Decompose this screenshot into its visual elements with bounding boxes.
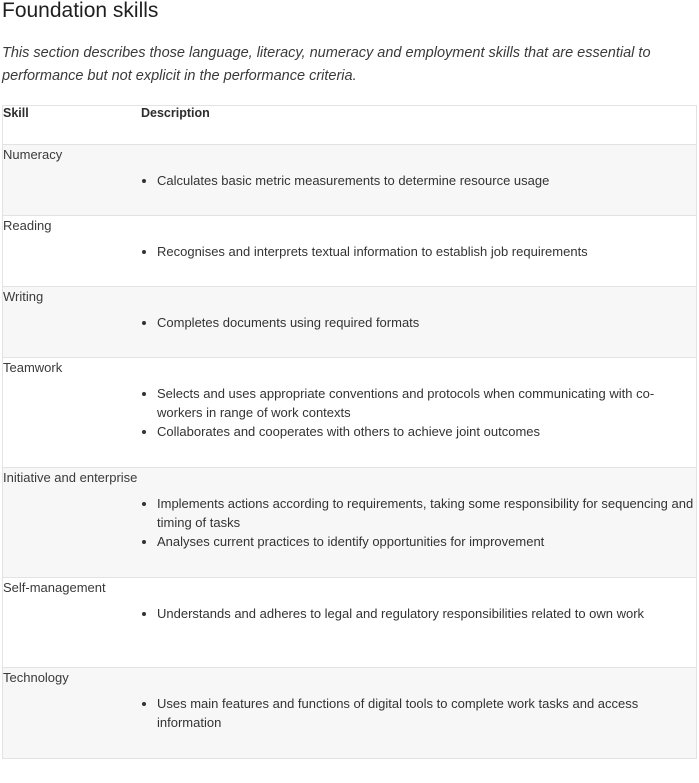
description-list <box>141 216 696 261</box>
skill-name: Self-management <box>3 578 142 668</box>
description-list <box>141 578 696 623</box>
description-list <box>141 468 696 551</box>
description-item: • Recognises and interprets textual information to establish job requirements <box>157 242 696 261</box>
description-item: • Uses main features and functions of digital tools to complete work tasks and access information <box>157 694 696 732</box>
skill-name: Writing <box>3 287 142 358</box>
table-row <box>3 358 697 468</box>
table-body <box>3 145 697 759</box>
description-item: • Understands and adheres to legal and regulatory responsibilities related to own work <box>157 604 696 623</box>
skill-description <box>141 468 697 578</box>
skill-description <box>141 578 697 668</box>
skill-name: Initiative and enterprise <box>3 468 142 578</box>
description-item: • Selects and uses appropriate conventions and protocols when communicating with co-workers in range of work contexts <box>157 384 696 422</box>
table-row <box>3 216 697 287</box>
skill-description <box>141 668 697 759</box>
table-row <box>3 468 697 578</box>
description-list <box>141 287 696 332</box>
table-header <box>3 106 697 145</box>
table-row <box>3 668 697 759</box>
description-item: • Completes documents using required formats <box>157 313 696 332</box>
section-intro: This section describes those language, literacy, numeracy and employment skills that are essential to performance but not explicit in the performance criteria. <box>2 45 651 84</box>
table-header-row <box>3 106 697 145</box>
skill-description <box>141 216 697 287</box>
description-item: • Implements actions according to requirements, taking some responsibility for sequencing and timing of tasks <box>157 494 696 532</box>
skill-column-header: Skill <box>3 106 142 145</box>
skill-description <box>141 358 697 468</box>
section-title: Foundation skills <box>2 0 159 22</box>
skill-description <box>141 145 697 216</box>
skill-name: Numeracy <box>3 145 142 216</box>
description-list <box>141 145 696 190</box>
description-list <box>141 668 696 732</box>
description-list <box>141 358 696 441</box>
description-item: • Collaborates and cooperates with others to achieve joint outcomes <box>157 422 696 441</box>
table-row <box>3 145 697 216</box>
skill-description <box>141 287 697 358</box>
skill-name: Technology <box>3 668 142 759</box>
table-row <box>3 578 697 668</box>
description-item: • Analyses current practices to identify opportunities for improvement <box>157 532 696 551</box>
foundation-skills-table <box>2 105 697 759</box>
description-item: • Calculates basic metric measurements to determine resource usage <box>157 171 696 190</box>
skill-name: Teamwork <box>3 358 142 468</box>
description-column-header: Description <box>141 106 697 145</box>
table-row <box>3 287 697 358</box>
skill-name: Reading <box>3 216 142 287</box>
